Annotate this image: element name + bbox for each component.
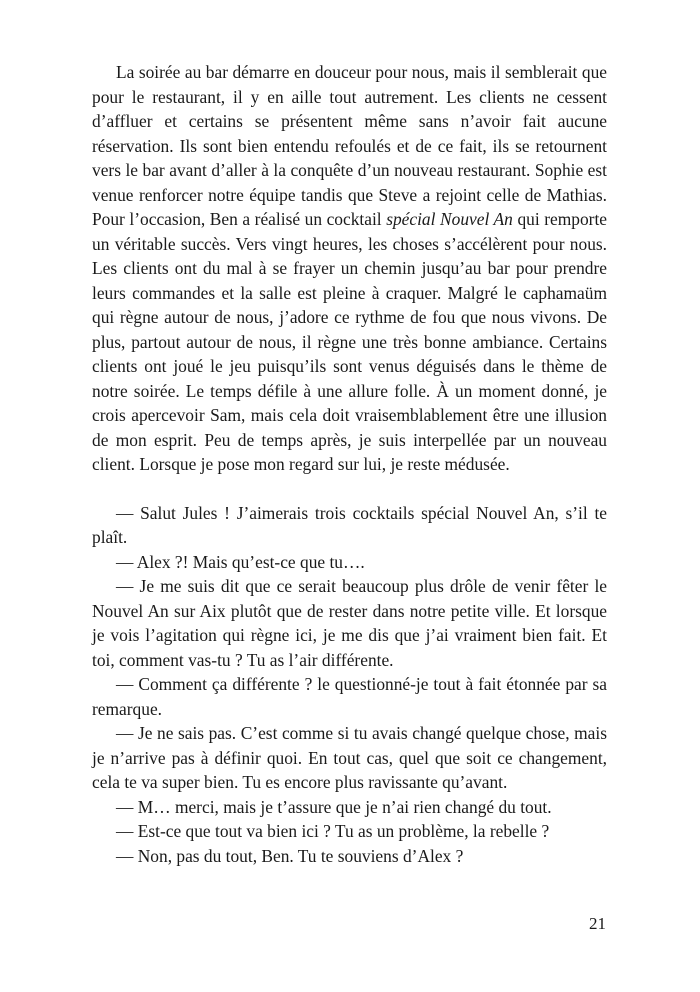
dialogue-line-2: — Alex ?! Mais qu’est-ce que tu….: [116, 551, 365, 572]
dialogue-line-8: — Non, pas du tout, Ben. Tu te souviens d’Alex ?: [116, 845, 464, 866]
dialogue-line-3: — Je me suis dit que ce serait beaucoup plus drôle de venir fêter le Nouvel An sur Aix plutôt que de rester dans notre petite ville. Et lorsque je vois l’agitation qui règne ici, je me dis que j’ai vraiment bien fait. Et toi, comment vas-tu ? Tu as l’air différente.: [92, 576, 607, 670]
cocktail-name: spécial Nouvel An: [386, 209, 513, 229]
page-number: 21: [589, 914, 606, 933]
narrative-paragraph: [92, 60, 607, 477]
dialogue-line-6: — M… merci, mais je t’assure que je n’ai rien changé du tout.: [116, 796, 552, 817]
narrative-text-end: qui remporte un véritable succès. Vers vingt heures, les choses s’accélèrent pour nous. Les clients ont du mal à se frayer un chemin jusqu’au bar pour prendre leurs commandes et la salle est pleine à craquer. Malgré le caphamaüm qui règne autour de nous, j’adore ce rythme de fou que nous vivons. De plus, partout autour de nous, il règne une très bonne ambiance. Certains clients ont joué le jeu puisqu’ils sont venus déguisés dans le thème de notre soirée. Le temps défile à une allure folle. À un moment donné, je crois apercevoir Sam, mais cela doit vraisemblablement être une illusion de mon esprit. Peu de temps après, je suis interpellée par un nouveau client. Lorsque je pose mon regard sur lui, je reste médusée.: [92, 209, 608, 474]
dialogue-line-5: — Je ne sais pas. C’est comme si tu avais changé quelque chose, mais je n’arrive pas à définir quoi. En tout cas, quel que soit ce changement, cela te va super bien. Tu es encore plus ravissante qu’avant.: [92, 723, 607, 792]
dialogue-line-7: — Est-ce que tout va bien ici ? Tu as un problème, la rebelle ?: [116, 821, 550, 841]
dialogue-line-1: — Salut Jules ! J’aimerais trois cocktails spécial Nouvel An, s’il te plaît.: [92, 502, 607, 547]
dialogue-line-4: — Comment ça différente ? le questionné-je tout à fait étonnée par sa remarque.: [92, 674, 607, 719]
paragraph-gap: [92, 477, 607, 501]
page-body: [92, 60, 607, 868]
narrative-text-start: La soirée au bar démarre en douceur pour nous, mais il semblerait que pour le restaurant, il y en aille tout autrement. Les clients ne cessent d’affluer et certains se présentent même sans n’avoir fait aucune réservation. Ils sont bien entendu refoulés et de ce fait, ils se retournent vers le bar avant d’aller à la conquête d’un nouveau restaurant. Sophie est venue renforcer notre équipe tandis que Steve a rejoint celle de Mathias. Pour l’occasion, Ben a réalisé un cocktail: [92, 62, 607, 229]
